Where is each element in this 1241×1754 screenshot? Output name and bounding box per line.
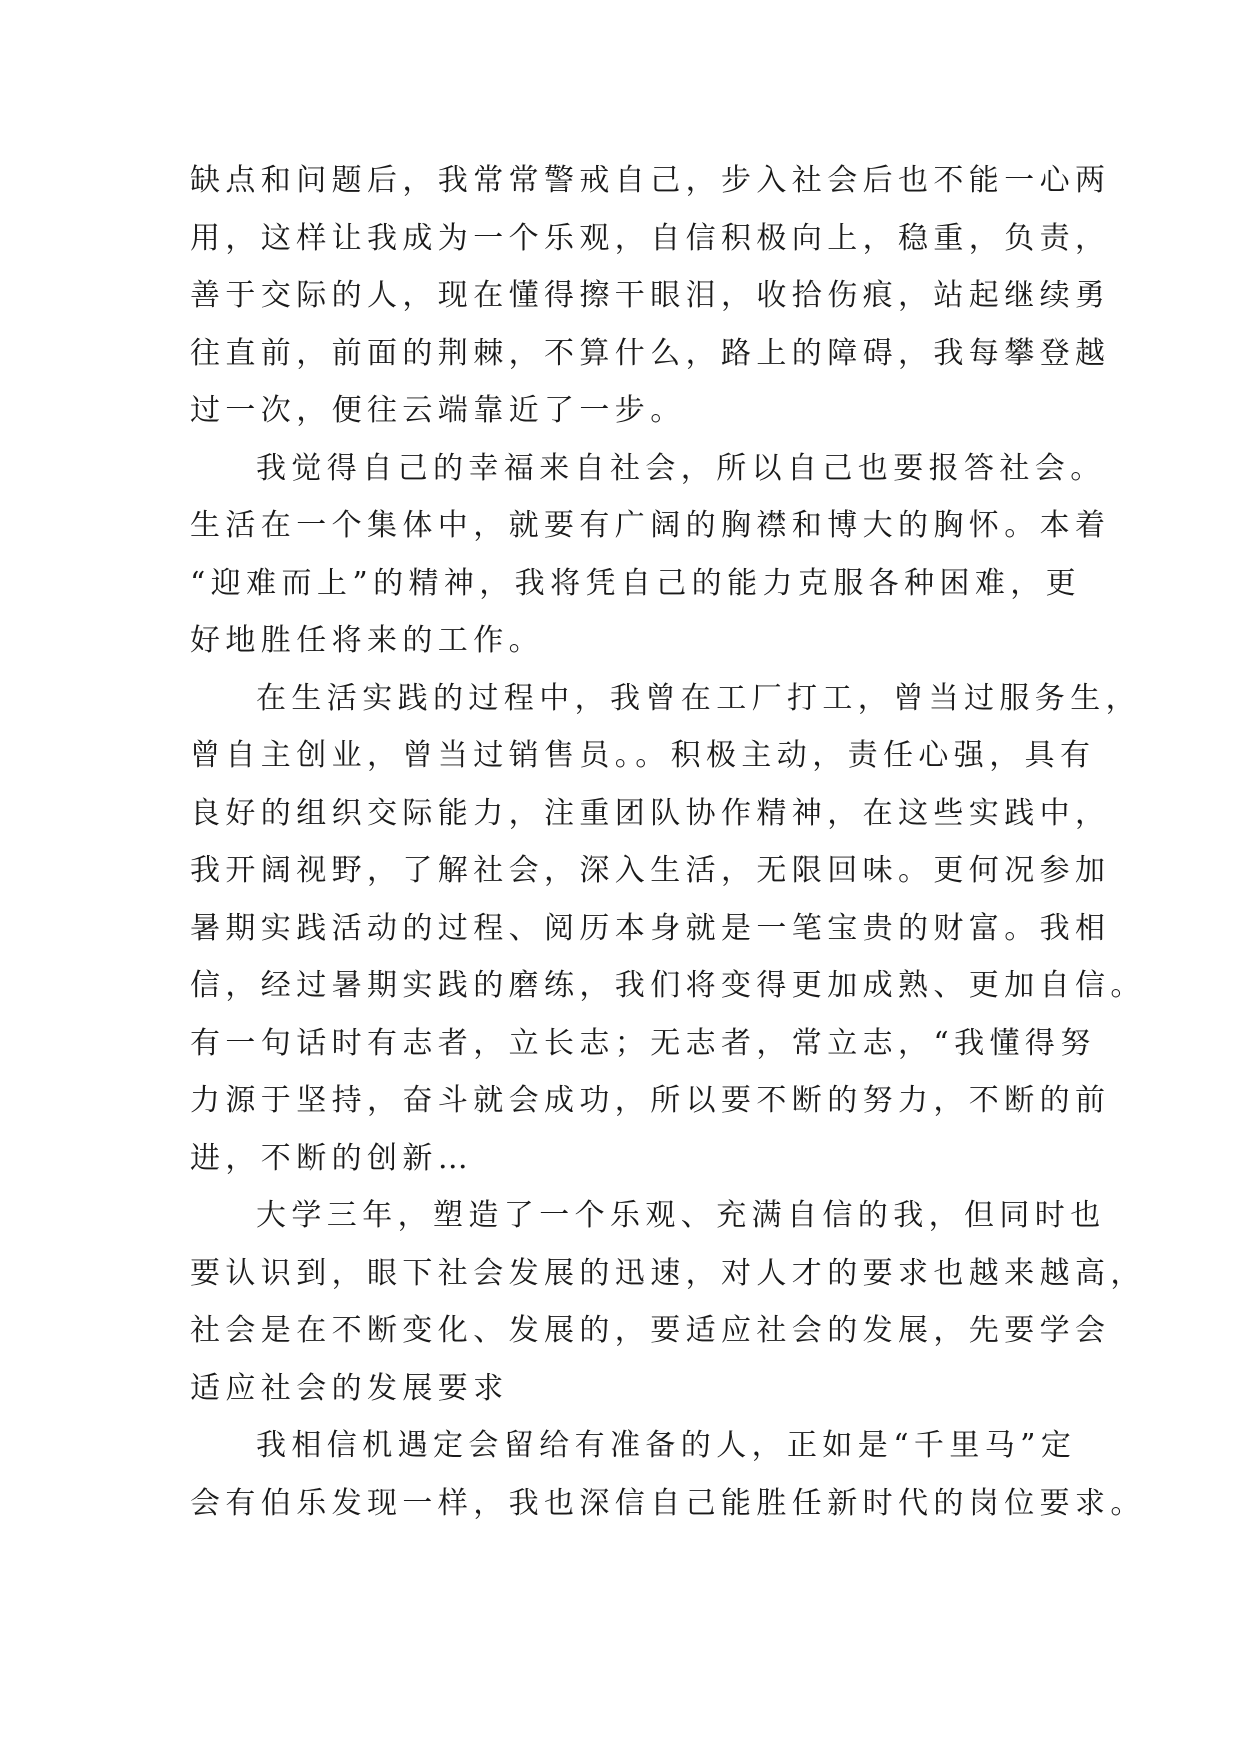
text-line: 生活在一个集体中，就要有广阔的胸襟和博大的胸怀。本着 xyxy=(190,508,1111,543)
text-line: 往直前，前面的荆棘，不算什么，路上的障碍，我每攀登越 xyxy=(190,335,1111,371)
paragraph-first-line: 我觉得自己的幸福来自社会，所以自己也要报答社会。 xyxy=(256,450,1106,486)
text-line: 我开阔视野，了解社会，深入生活，无限回味。更何况参加 xyxy=(190,853,1111,888)
text-line: 缺点和问题后，我常常警戒自己，步入社会后也不能一心两 xyxy=(190,163,1111,198)
text-line: 会有伯乐发现一样，我也深信自己能胜任新时代的岗位要求。 xyxy=(190,1485,1146,1521)
text-line: 善于交际的人，现在懂得擦干眼泪，收拾伤痕，站起继续勇 xyxy=(190,278,1111,313)
text-line: 要认识到，眼下社会发展的迅速，对人才的要求也越来越高， xyxy=(190,1255,1146,1291)
text-line: 用，这样让我成为一个乐观，自信积极向上，稳重，负责， xyxy=(190,220,1111,256)
text-line: 适应社会的发展要求 xyxy=(190,1370,509,1406)
text-line: 力源于坚持，奋斗就会成功，所以要不断的努力，不断的前 xyxy=(190,1083,1111,1118)
text-line: 暑期实践活动的过程、阅历本身就是一笔宝贵的财富。我相 xyxy=(190,910,1111,946)
text-line: 有一句话时有志者，立长志；无志者，常立志，“我懂得努 xyxy=(190,1025,1096,1061)
text-line: 信，经过暑期实践的磨练，我们将变得更加成熟、更加自信。 xyxy=(190,968,1146,1003)
paragraph-first-line: 大学三年，塑造了一个乐观、充满自信的我，但同时也 xyxy=(256,1198,1106,1233)
text-line: 过一次，便往云端靠近了一步。 xyxy=(190,393,686,428)
paragraph-first-line: 在生活实践的过程中，我曾在工厂打工，曾当过服务生， xyxy=(256,680,1141,716)
text-line: 进，不断的创新… xyxy=(190,1140,474,1176)
text-line: 曾自主创业，曾当过销售员。。积极主动，责任心强，具有 xyxy=(190,738,1096,773)
paragraph-first-line: 我相信机遇定会留给有准备的人，正如是“千里马”定 xyxy=(256,1428,1077,1463)
text-line: 好地胜任将来的工作。 xyxy=(190,623,544,658)
text-line: “迎难而上”的精神，我将凭自己的能力克服各种困难，更 xyxy=(190,565,1082,601)
text-line: 良好的组织交际能力，注重团队协作精神，在这些实践中， xyxy=(190,795,1111,831)
body-text xyxy=(190,152,1146,1532)
text-line: 社会是在不断变化、发展的，要适应社会的发展，先要学会 xyxy=(190,1313,1111,1348)
